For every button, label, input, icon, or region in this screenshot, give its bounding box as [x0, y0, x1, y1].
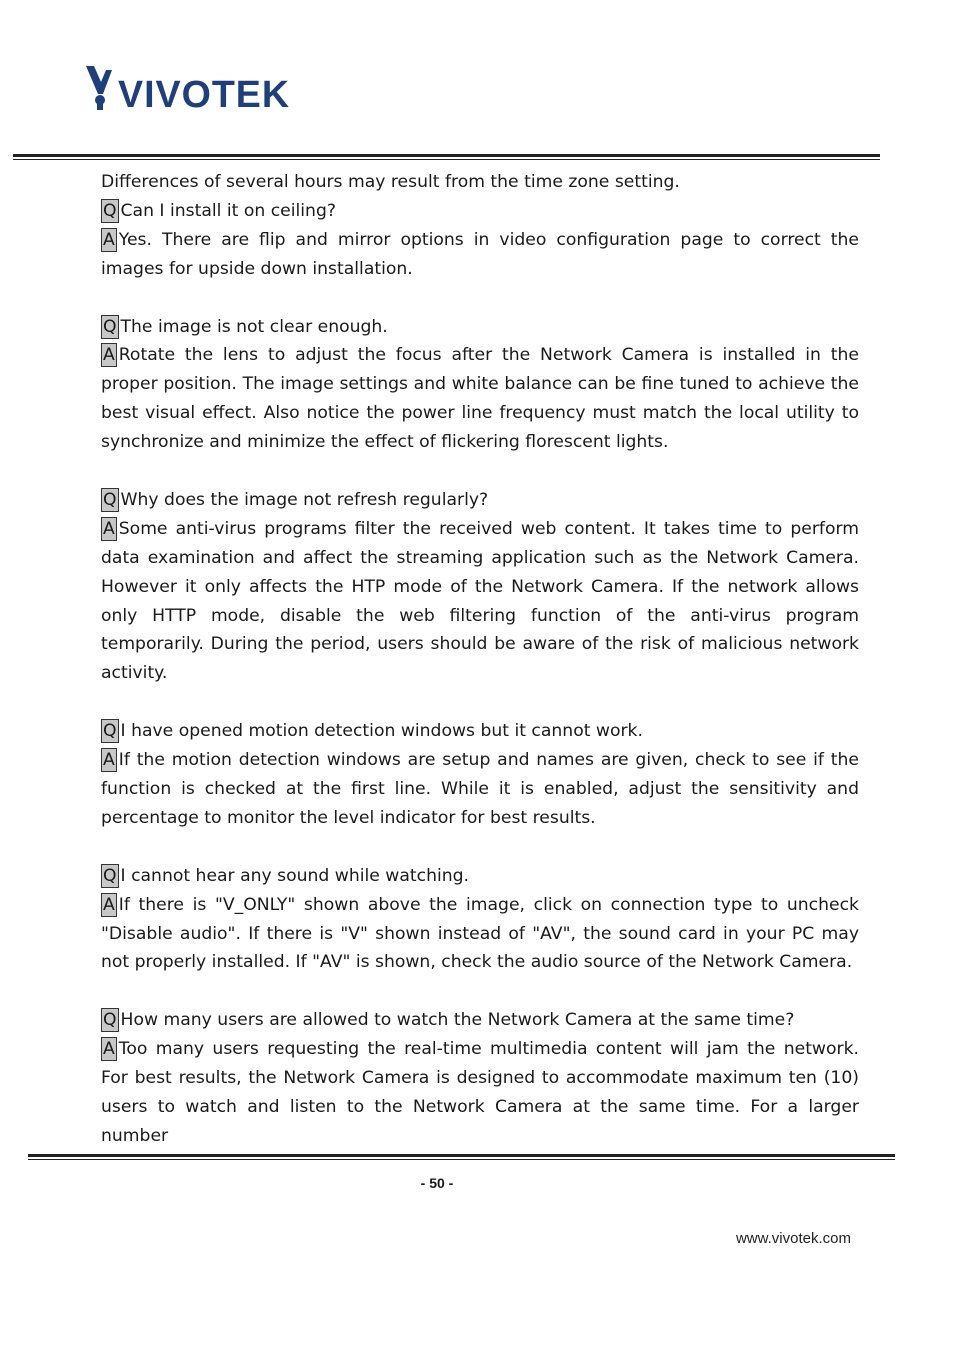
paragraph-gap [101, 833, 859, 862]
svg-text:VIVOTEK: VIVOTEK [118, 74, 290, 112]
a-mark: A [103, 345, 115, 366]
answer-text: Rotate the lens to adjust the focus after the Network Camera is installed in the proper position. The image settings and white balance can be fine tuned to achieve the best visual effect. Also notice the power line frequency must match the local utility to synchronize and minimize the effect of flickering florescent lights. [101, 345, 859, 453]
a-mark: A [103, 750, 115, 771]
paragraph-gap [101, 977, 859, 1006]
question [101, 486, 859, 515]
answer-text: Too many users requesting the real-time multimedia content will jam the network. For best results, the Network Camera is designed to accommodate maximum ten (10) users to watch and listen to the Network Camera at the same time. For a larger number [101, 1039, 859, 1146]
q-mark: Q [103, 1010, 117, 1031]
footer-rule [28, 1154, 895, 1161]
page-number: - 50 - [420, 1175, 454, 1191]
question-text: Can I install it on ceiling? [120, 200, 336, 221]
answer-text: If there is "V_ONLY" shown above the image, click on connection type to uncheck "Disable audio". If there is "V" shown instead of "AV", the sound card in your PC may not properly installed. If "AV" is shown, check the audio source of the Network Camera. [101, 894, 859, 973]
question-text: How many users are allowed to watch the Network Camera at the same time? [120, 1010, 795, 1031]
paragraph-gap [101, 457, 859, 486]
answer-text: Yes. There are flip and mirror options in video configuration page to correct the images for upside down installation. [101, 229, 859, 279]
answer-text: Some anti-virus programs filter the received web content. It takes time to perform data examination and affect the streaming application such as the Network Camera. However it only affects the HTP mode of the Network Camera. If the network allows only HTTP mode, disable the web filtering function of the anti-virus program temporarily. During the period, users should be aware of the risk of malicious network activity. [101, 518, 859, 684]
q-mark: Q [103, 200, 117, 221]
answer [101, 891, 859, 978]
q-mark: Q [103, 316, 117, 337]
qa-list [101, 197, 859, 1151]
answer-text: If the motion detection windows are setup and names are given, check to see if the function is checked at the first line. While it is enabled, adjust the sensitivity and percentage to monitor the level indicator for best results. [101, 750, 859, 828]
q-mark: Q [103, 721, 117, 742]
intro-text: Differences of several hours may result from the time zone setting. [101, 172, 680, 192]
question [101, 197, 859, 226]
q-mark: Q [103, 489, 117, 510]
paragraph-gap [101, 284, 859, 313]
answer [101, 226, 859, 284]
header-rule [13, 154, 880, 161]
question [101, 1006, 859, 1035]
vivotek-logo [84, 62, 294, 112]
a-mark: A [103, 518, 115, 539]
answer [101, 1035, 859, 1151]
a-mark: A [103, 229, 115, 250]
question [101, 313, 859, 342]
a-mark: A [103, 1039, 115, 1060]
question-text: I cannot hear any sound while watching. [120, 865, 470, 886]
paragraph-gap [101, 688, 859, 717]
question-text: Why does the image not refresh regularly? [120, 489, 489, 510]
answer [101, 515, 859, 688]
question [101, 862, 859, 891]
question-text: I have opened motion detection windows but it cannot work. [120, 721, 643, 742]
faq-content [101, 168, 859, 1151]
question-text: The image is not clear enough. [120, 316, 388, 337]
answer [101, 341, 859, 457]
question [101, 717, 859, 746]
a-mark: A [103, 894, 115, 915]
q-mark: Q [103, 865, 117, 886]
footer-url: www.vivotek.com [735, 1230, 851, 1247]
answer [101, 746, 859, 833]
